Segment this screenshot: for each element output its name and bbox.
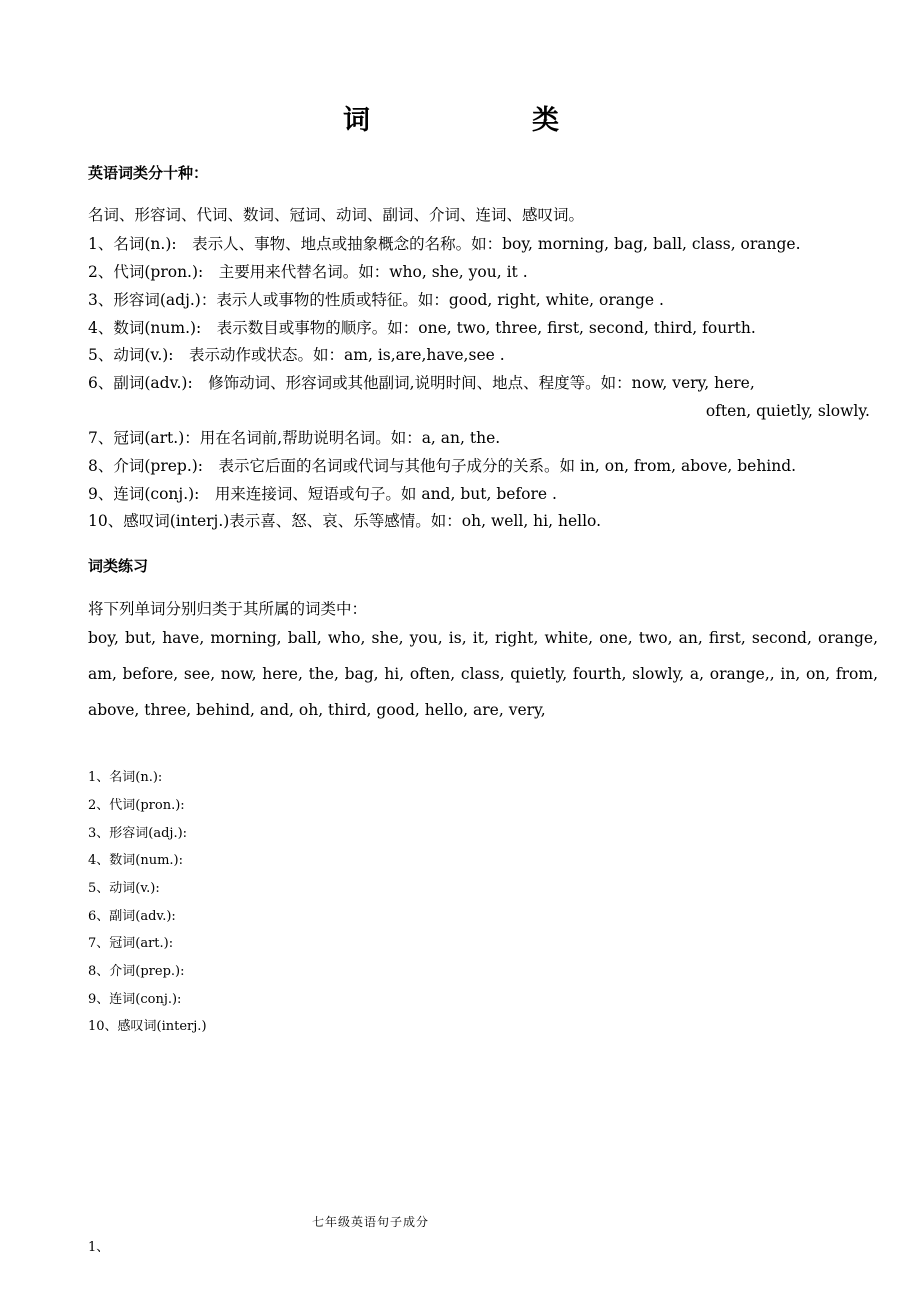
answer-line-numeral: 4、数词(num.): <box>88 853 183 868</box>
answer-line-pronoun: 2、代词(pron.): <box>88 798 185 813</box>
definition-preposition: 8、介词(prep.): 表示它后面的名词或代词与其他句子成分的关系。如 in, on, from, above, behind. <box>88 457 797 475</box>
answer-line-adverb: 6、副词(adv.): <box>88 909 176 924</box>
answer-line-noun: 1、名词(n.): <box>88 770 163 785</box>
answer-line-article: 7、冠词(art.): <box>88 936 174 951</box>
definition-conjunction: 9、连词(conj.): 用来连接词、短语或句子。如 and, but, before . <box>88 485 557 503</box>
page-title: 词 类 <box>343 105 595 136</box>
definition-noun: 1、名词(n.): 表示人、事物、地点或抽象概念的名称。如：boy, morning, bag, ball, class, orange. <box>88 235 801 253</box>
answer-line-adjective: 3、形容词(adj.): <box>88 826 188 841</box>
answer-line-interjection: 10、感叹词(interj.) <box>88 1019 207 1034</box>
answer-line-conjunction: 9、连词(conj.): <box>88 992 182 1007</box>
exercise-word-list: boy, but, have, morning, ball, who, she, you, is, it, right, white, one, two, an, first, second, orange, am, before, see, now, here, the, bag, hi, often, class, quietly, fourth, slowly, a, orange,, in, on, from, above, three, behind, and, oh, third, good, hello, are, very, <box>88 629 878 719</box>
definition-adjective: 3、形容词(adj.)：表示人或事物的性质或特征。如：good, right, white, orange . <box>88 291 664 309</box>
answer-line-verb: 5、动词(v.): <box>88 881 160 896</box>
section-heading-exercise: 词类练习 <box>88 557 149 575</box>
exercise-instruction: 将下列单词分别归类于其所属的词类中： <box>88 600 368 618</box>
definition-numeral: 4、数词(num.): 表示数目或事物的顺序。如：one, two, three, first, second, third, fourth. <box>88 319 756 337</box>
definition-adverb-continued: often, quietly, slowly. <box>705 402 870 420</box>
definition-interjection: 10、感叹词(interj.)表示喜、怒、哀、乐等感情。如：oh, well, hi, hello. <box>88 512 602 530</box>
section-heading-categories: 英语词类分十种： <box>88 164 209 182</box>
answer-line-preposition: 8、介词(prep.): <box>88 964 185 979</box>
definition-verb: 5、动词(v.): 表示动作或状态。如：am, is,are,have,see . <box>88 346 505 364</box>
definition-pronoun: 2、代词(pron.): 主要用来代替名词。如：who, she, you, it . <box>88 263 528 281</box>
footer-title: 七年级英语句子成分 <box>312 1215 430 1229</box>
definition-adverb: 6、副词(adv.): 修饰动词、形容词或其他副词,说明时间、地点、程度等。如：now, very, here, <box>88 374 755 392</box>
footer-item: 1、 <box>88 1240 110 1255</box>
categories-line: 名词、形容词、代词、数词、冠词、动词、副词、介词、连词、感叹词。 <box>88 206 585 224</box>
definition-article: 7、冠词(art.)：用在名词前,帮助说明名词。如：a, an, the. <box>88 429 501 447</box>
